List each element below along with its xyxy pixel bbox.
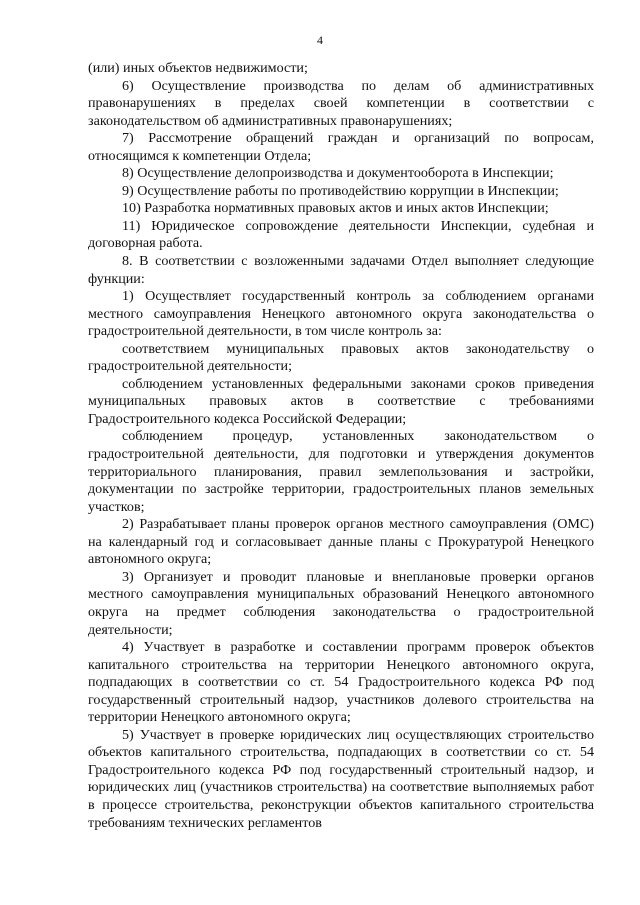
paragraph-function-4: 4) Участвует в разработке и составлении программ проверок объектов капитального строительства на территории Ненецкого автономного округа, подпадающих в соответствии со ст. 54 Градостроительного кодекса РФ под государственный строительный надзор, участников долевого строительства на территории Ненецкого автономного округа; (88, 639, 594, 726)
paragraph-task-7: 7) Рассмотрение обращений граждан и организаций по вопросам, относящимся к компетенции Отдела; (88, 130, 594, 164)
paragraph-task-8: 8) Осуществление делопроизводства и документооборота в Инспекции; (122, 165, 554, 182)
paragraph-task-6: 6) Осуществление производства по делам об административных правонарушениях в пределах своей компетенции в соответствии с законодательством об административных правонарушениях; (88, 77, 594, 129)
paragraph-function-1-b: соблюдением установленных федеральными законами сроков приведения муниципальных правовых актов в соответствие с требованиями Градостроительного кодекса Российской Федерации; (88, 375, 594, 427)
paragraph-function-2: 2) Разрабатывает планы проверок органов местного самоуправления (ОМС) на календарный год и согласовывает данные планы с Прокуратурой Ненецкого автономного округа; (88, 516, 594, 568)
document-body (88, 60, 594, 832)
paragraph-cont-item: (или) иных объектов недвижимости; (88, 60, 308, 76)
paragraph-task-11: 11) Юридическое сопровождение деятельности Инспекции, судебная и договорная работа. (88, 217, 594, 252)
paragraph-task-10: 10) Разработка нормативных правовых актов и иных актов Инспекции; (122, 200, 549, 217)
paragraph-function-1-c: соблюдением процедур, установленных законодательством о градостроительной деятельности, для подготовки и утверждения документов территориального планирования, правил землепользования и застройки, документации по застройке территории, градостроительных планов земельных участков; (88, 428, 594, 515)
paragraph-function-1-a: соответствием муниципальных правовых актов законодательству о градостроительной деятельности; (88, 340, 594, 375)
paragraph-function-1: 1) Осуществляет государственный контроль за соблюдением органами местного самоуправления Ненецкого автономного округа законодательства о градостроительной деятельности, в том числе контроль за: (88, 288, 594, 340)
page-number: 4 (317, 33, 323, 47)
paragraph-function-5: 5) Участвует в проверке юридических лиц осуществляющих строительство объектов капитального строительства, подпадающих в соответствии со ст. 54 Градостроительного кодекса РФ под государственный строительный надзор, и юридических лиц (участников строительства) на соответствие выполняемых работ в процессе строительства, реконструкции объектов капитального строительства требованиям технических регламентов (88, 726, 594, 831)
paragraph-function-3: 3) Организует и проводит плановые и внеплановые проверки органов местного самоуправления муниципальных образований Ненецкого автономного округа на предмет соблюдения законодательства о градостроительной деятельности; (88, 568, 594, 638)
paragraph-task-9: 9) Осуществление работы по противодействию коррупции в Инспекции; (122, 182, 559, 199)
paragraph-section-8: 8. В соответствии с возложенными задачами Отдел выполняет следующие функции: (88, 253, 594, 287)
